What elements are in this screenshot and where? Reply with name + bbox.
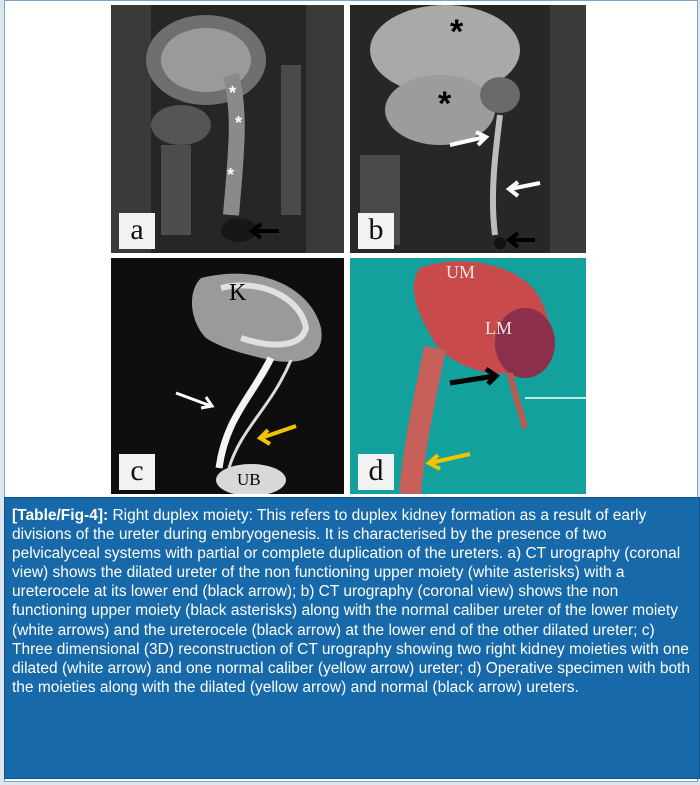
panel-d-operative-specimen bbox=[350, 258, 586, 494]
asterisk-mark: * bbox=[227, 165, 235, 185]
lower-moiety-label: LM bbox=[485, 318, 512, 338]
figure-caption bbox=[4, 497, 700, 779]
panel-c-3d-reconstruction bbox=[111, 258, 344, 494]
upper-moiety-label: UM bbox=[446, 262, 476, 282]
panel-a-ct-coronal bbox=[111, 5, 344, 253]
panel-label-a: a bbox=[119, 213, 155, 249]
panel-label-c: c bbox=[119, 454, 155, 490]
panel-label-d: d bbox=[358, 454, 394, 490]
kidney-label: K bbox=[229, 280, 247, 306]
panel-b-ct-coronal bbox=[350, 5, 586, 253]
urinary-bladder-label: UB bbox=[237, 470, 261, 489]
asterisk-mark: * bbox=[229, 83, 237, 103]
caption-text: Right duplex moiety: This refers to duplex kidney formation as a result of early divisions of the ureter during embryogenesis. It is characterised by the presence of two pelvicalyceal systems with partial or complete duplication of the ureters. a) CT urography (coronal view) shows the dilated ureter of the non functioning upper moiety (white asterisks) with a ureterocele at its lower end (black arrow); b) CT urography (coronal view) shows the non functioning upper moiety (black asterisks) along with the normal caliber ureter of the lower moiety (white arrows) and the ureterocele (black arrow) at the lower end of the other dilated ureter; c) Three dimensional (3D) reconstruction of CT urography showing two right kidney moieties with one dilated (white arrow) and one normal caliber (yellow arrow) ureter; d) Operative specimen with both the moieties along with the dilated (yellow arrow) and normal (black arrow) ureters. bbox=[12, 507, 690, 696]
asterisk-mark: * bbox=[235, 113, 243, 133]
asterisk-mark: * bbox=[450, 13, 464, 51]
asterisk-mark: * bbox=[438, 85, 452, 123]
panel-label-b: b bbox=[358, 213, 394, 249]
caption-lead: [Table/Fig-4]: bbox=[12, 507, 109, 524]
